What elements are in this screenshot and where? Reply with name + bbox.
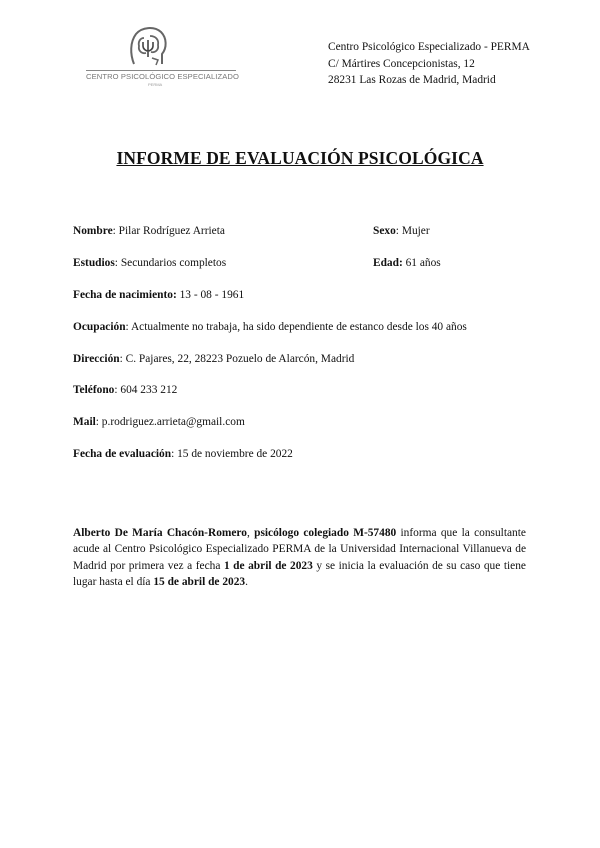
brain-logo-icon xyxy=(126,24,170,68)
field-nombre: Nombre: Pilar Rodríguez Arrieta xyxy=(73,225,225,237)
center-logo xyxy=(86,24,239,90)
field-ocupacion: Ocupación: Actualmente no trabaja, ha sido dependiente de estanco desde los 40 años xyxy=(73,321,467,333)
address-line-1: Centro Psicológico Especializado - PERMA xyxy=(328,41,530,53)
end-date: 15 de abril de 2023 xyxy=(153,575,246,588)
address-line-3: 28231 Las Rozas de Madrid, Madrid xyxy=(328,74,496,86)
field-fecha-nacimiento xyxy=(73,289,244,301)
field-value: p.rodriguez.arrieta@gmail.com xyxy=(101,416,245,428)
field-fecha-evaluacion: Fecha de evaluación: 15 de noviembre de 2022 xyxy=(73,448,293,460)
logo-name: CENTRO PSICOLÓGICO ESPECIALIZADO xyxy=(86,72,239,81)
field-label: Teléfono xyxy=(73,384,115,396)
field-label: Edad: xyxy=(373,257,406,269)
field-value: Actualmente no trabaja, ha sido dependiente de estanco desde los 40 años xyxy=(130,321,467,333)
field-telefono: Teléfono: 604 233 212 xyxy=(73,384,178,396)
field-estudios: Estudios: Secundarios completos xyxy=(73,257,227,269)
logo-sub: PERMA xyxy=(148,82,163,87)
field-value: 15 de noviembre de 2022 xyxy=(177,448,293,460)
field-label: Fecha de nacimiento: xyxy=(73,289,180,301)
field-label: Dirección xyxy=(73,353,120,365)
author-name: Alberto De María Chacón-Romero xyxy=(73,527,247,539)
field-value: C. Pajares, 22, 28223 Pozuelo de Alarcón, Madrid xyxy=(125,353,355,365)
intro-paragraph: Alberto De María Chacón-Romero, psicólogo colegiado M-57480 informa que la consultante acude al Centro Psicológico Especializado PERMA de la Universidad Internacional Villanueva de Madrid por primera vez a fecha 1 de abril de 2023 y se inicia la evaluación de su caso que tiene lugar hasta el día 15 de abril de 2023. xyxy=(73,527,526,588)
field-mail: Mail: p.rodriguez.arrieta@gmail.com xyxy=(73,416,245,428)
field-label: Fecha de evaluación xyxy=(73,448,172,460)
address-line-2: C/ Mártires Concepcionistas, 12 xyxy=(328,57,475,70)
field-label: Sexo xyxy=(373,225,396,237)
field-label: Estudios xyxy=(73,257,115,269)
report-title: INFORME DE EVALUACIÓN PSICOLÓGICA xyxy=(116,148,484,168)
field-value: Pilar Rodríguez Arrieta xyxy=(118,225,225,237)
field-value: Mujer xyxy=(401,225,430,237)
field-value: 604 233 212 xyxy=(120,384,178,396)
field-label: Ocupación xyxy=(73,321,126,333)
start-date: 1 de abril de 2023 xyxy=(223,559,313,572)
center-address xyxy=(328,39,530,89)
field-value: Secundarios completos xyxy=(120,257,227,269)
field-direccion: Dirección: C. Pajares, 22, 28223 Pozuelo de Alarcón, Madrid xyxy=(73,353,355,365)
field-edad xyxy=(373,257,441,269)
field-value: 13 - 08 - 1961 xyxy=(179,289,245,301)
author-role: psicólogo colegiado M-57480 xyxy=(254,527,397,539)
field-label: Nombre xyxy=(73,225,113,237)
field-value: 61 años xyxy=(405,257,441,269)
field-label: Mail xyxy=(73,416,96,428)
field-sexo: Sexo: Mujer xyxy=(373,225,430,237)
